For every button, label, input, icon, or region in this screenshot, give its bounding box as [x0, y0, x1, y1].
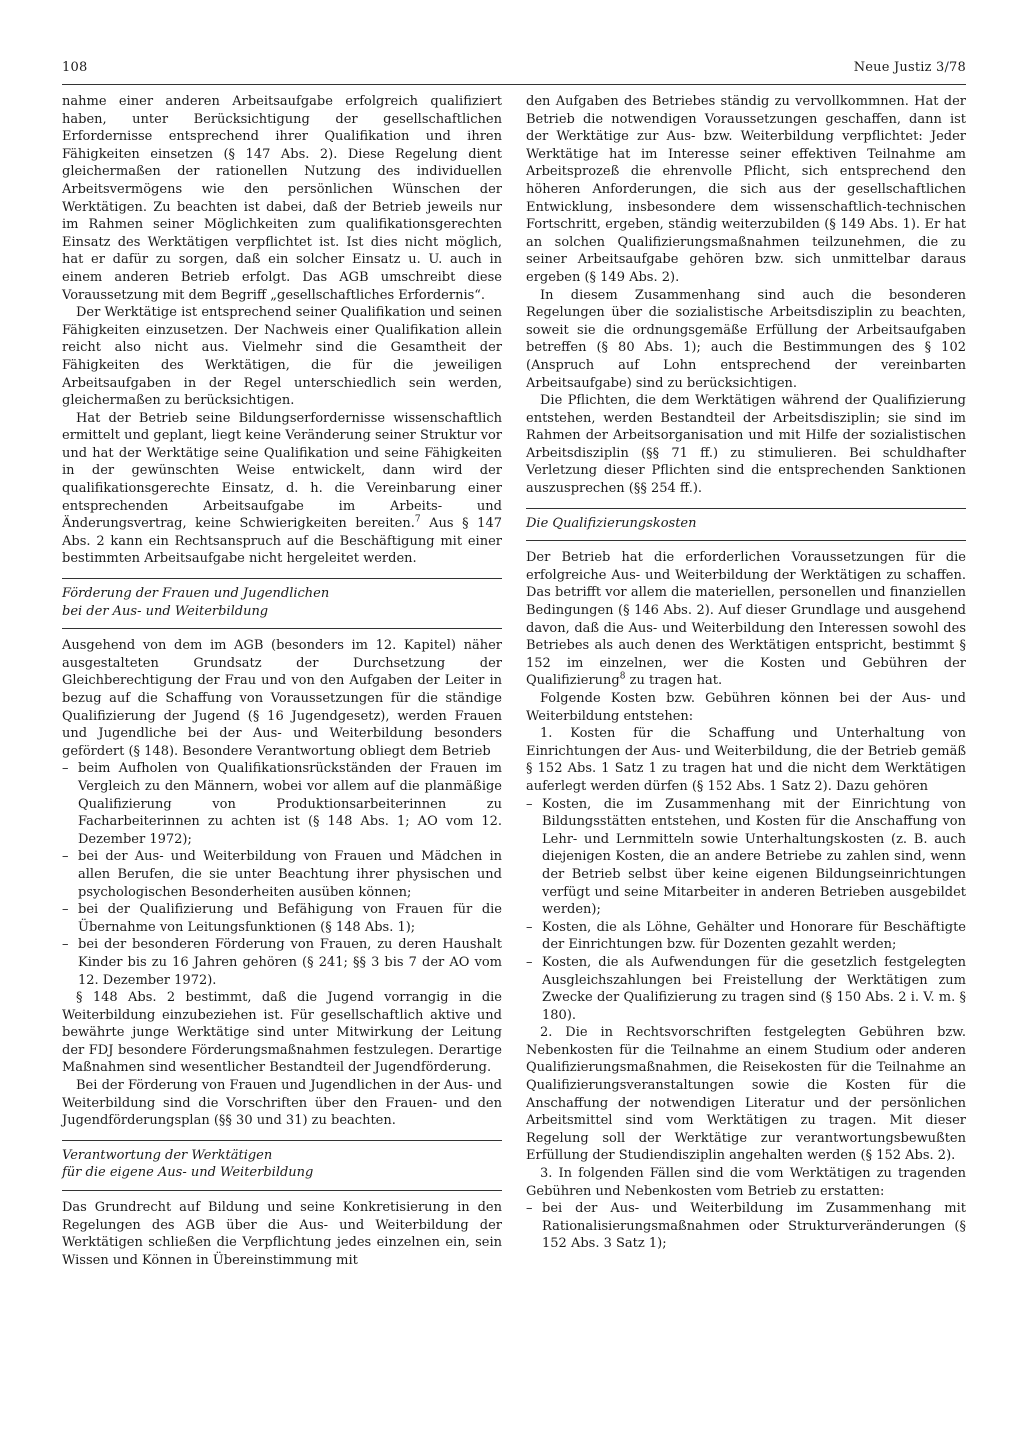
page-number: 108	[62, 60, 88, 75]
left-column	[62, 93, 502, 1269]
section-heading	[526, 508, 966, 542]
right-column	[526, 93, 966, 1269]
paragraph: Hat der Betrieb seine Bildungserfordernisse wissenschaftlich ermittelt und geplant, liegt keine Veränderung seiner Struktur vor und hat der Werktätige seine Qualifikation und seine Fähigkeiten in der gewünschten Weise entwickelt, dann wird der qualifikationsgerechte Einsatz, d. h. die Vereinbarung einer entsprechenden Arbeitsaufgabe im Arbeits- und Änderungsvertrag, keine Schwierigkeiten bereiten.$^7$ Aus § 147 Abs. 2 kann ein Rechtsanspruch auf die Beschäftigung mit einer bestimmten Arbeitsaufgabe nicht hergeleitet werden.	[62, 410, 502, 567]
journal-issue: Neue Justiz 3/78	[853, 60, 966, 75]
list-item: – bei der Aus- und Weiterbildung von Frauen und Mädchen in allen Berufen, die sie unter Beachtung ihrer physischen und psychologischen Besonderheiten ausüben können;	[62, 848, 502, 901]
footnote-ref: 7	[414, 514, 421, 525]
paragraph: Das Grundrecht auf Bildung und seine Konkretisierung in den Regelungen des AGB über die Aus- und Weiterbildung der Werktätigen schließen die Verpflichtung jedes einzelnen ein, sein Wissen und Können in Übereinstimmung mit	[62, 1200, 502, 1268]
paragraph: Folgende Kosten bzw. Gebühren können bei der Aus- und Weiterbildung entstehen:	[526, 691, 966, 724]
section-heading-line: Verantwortung der Werktätigen	[62, 1147, 273, 1163]
section-heading	[62, 578, 502, 629]
paragraph: Der Werktätige ist entsprechend seiner Qualifikation und seinen Fähigkeiten einzusetzen. Der Nachweis einer Qualifikation allein reicht also nicht aus. Vielmehr sind die Gesamtheit der Fähigkeiten des Werktätigen, die für die jeweiligen Arbeitsaufgaben in der Regel unterschiedlich sein werden, gleichermaßen zu berücksichtigen.	[62, 305, 502, 409]
list-item: – beim Aufholen von Qualifikationsrückständen der Frauen im Vergleich zu den Männern, wobei vor allem auf die planmäßige Qualifizierung von Produktionsarbeiterinnen zu Facharbeiterinnen zu achten ist (§ 148 Abs. 1; AO vom 12. Dezember 1972);	[62, 760, 502, 848]
paragraph: In diesem Zusammenhang sind auch die besonderen Regelungen über die sozialistische Arbeitsdisziplin zu beachten, soweit sie die ordnungsgemäße Erfüllung der Arbeitsaufgaben betreffen (§ 80 Abs. 1); auch die Bestimmungen des § 102 (Anspruch auf Lohn entsprechend der vereinbarten Arbeitsaufgabe) sind zu berücksichtigen.	[526, 287, 966, 391]
list-item: – bei der Qualifizierung und Befähigung von Frauen für die Übernahme von Leitungsfunktionen (§ 148 Abs. 1);	[62, 901, 502, 936]
paragraph: Der Betrieb hat die erforderlichen Voraussetzungen für die erfolgreiche Aus- und Weiterbildung der Werktätigen zu schaffen. Das betrifft vor allem die materiellen, personellen und finanziellen Bedingungen (§ 146 Abs. 2). Auf dieser Grundlage und ausgehend davon, daß die Aus- und Weiterbildung den Interessen sowohl des Betriebes als auch denen des Werktätigen entspricht, bestimmt § 152 im einzelnen, wer die Kosten und Gebühren der Qualifizierung$^8$ zu tragen hat.	[526, 550, 966, 689]
paragraph: Bei der Förderung von Frauen und Jugendlichen in der Aus- und Weiterbildung sind die Vorschriften über den Frauen- und den Jugendförderungsplan (§§ 30 und 31) zu beachten.	[62, 1078, 502, 1129]
dash-list	[526, 1200, 966, 1253]
section-heading-line: Förderung der Frauen und Jugendlichen	[62, 586, 330, 602]
section-heading	[62, 1140, 502, 1191]
dash-list	[62, 760, 502, 989]
paragraph: 1. Kosten für die Schaffung und Unterhaltung von Einrichtungen der Aus- und Weiterbildung, die der Betrieb gemäß § 152 Abs. 1 Satz 1 zu tragen hat und die nicht dem Werktätigen auferlegt werden dürfen (§ 152 Abs. 1 Satz 2). Dazu gehören	[526, 726, 966, 794]
section-heading-line: Die Qualifizierungskosten	[526, 515, 697, 531]
paragraph: den Aufgaben des Betriebes ständig zu vervollkommnen. Hat der Betrieb die notwendigen Voraussetzungen geschaffen, dann ist der Werktätige zur Aus- bzw. Weiterbildung verpflichtet: Jeder Werktätige hat im Interesse seiner effektiven Teilnahme am Arbeitsprozeß die ehrenvolle Pflicht, sich entsprechend den höheren Anforderungen, die sich aus der gesellschaftlichen Entwicklung, insbesondere dem wissenschaftlich-technischen Fortschritt, ergeben, ständig weiterzubilden (§ 149 Abs. 1). Er hat an solchen Qualifizierungsmaßnahmen teilzunehmen, die zu seiner Arbeitsaufgabe gehören bzw. sich unmittelbar daraus ergeben (§ 149 Abs. 2).	[526, 94, 966, 285]
paragraph: Die Pflichten, die dem Werktätigen während der Qualifizierung entstehen, werden Bestandteil der Arbeitsdisziplin; sie sind im Rahmen der Arbeitsorganisation und mit Hilfe der sozialistischen Arbeitsdisziplin (§§ 71 ff.) zu stimulieren. Bei schuldhafter Verletzung dieser Pflichten sind die entsprechenden Sanktionen auszusprechen (§§ 254 ff.).	[526, 393, 966, 497]
text-columns	[62, 93, 966, 1269]
paragraph: nahme einer anderen Arbeitsaufgabe erfolgreich qualifiziert haben, unter Berücksichtigung der gesellschaftlichen Erfordernisse entsprechend ihrer Qualifikation und ihren Fähigkeiten einsetzen (§ 147 Abs. 2). Diese Regelung dient gleichermaßen der rationellen Nutzung des individuellen Arbeitsvermögens wie den persönlichen Wünschen der Werktätigen. Zu beachten ist dabei, daß der Betrieb jeweils nur im Rahmen seiner Möglichkeiten zum qualifikationsgerechten Einsatz des Werktätigen verpflichtet ist. Ist dies nicht möglich, hat er dafür zu sorgen, daß ein solcher Einsatz u. U. auch in einem anderen Betrieb erfolgt. Das AGB umschreibt diese Voraussetzung mit dem Begriff „gesellschaftliches Erfordernis“.	[62, 94, 502, 303]
paragraph: 2. Die in Rechtsvorschriften festgelegten Gebühren bzw. Nebenkosten für die Teilnahme an einem Studium oder anderen Qualifizierungsmaßnahmen, die Reisekosten für die Teilnahme an Qualifizierungsveranstaltungen sowie die Kosten für die Anschaffung der notwendigen Literatur und der persönlichen Arbeitsmittel sind vom Werktätigen zu tragen. Mit dieser Regelung soll der Werktätige zur verantwortungsbewußten Erfüllung der Studiendisziplin angehalten werden (§ 152 Abs. 2).	[526, 1025, 966, 1164]
page-header	[62, 60, 966, 85]
dash-list	[526, 796, 966, 1025]
paragraph: 3. In folgenden Fällen sind die vom Werktätigen zu tragenden Gebühren und Nebenkosten vom Betrieb zu erstatten:	[526, 1166, 966, 1199]
list-item: – Kosten, die als Aufwendungen für die gesetzlich festgelegten Ausgleichszahlungen bei Freistellung der Werktätigen zum Zwecke der Qualifizierung zu tragen sind (§ 150 Abs. 2 i. V. m. § 180).	[526, 954, 966, 1024]
list-item: – bei der Aus- und Weiterbildung im Zusammenhang mit Rationalisierungsmaßnahmen oder Strukturveränderungen (§ 152 Abs. 3 Satz 1);	[526, 1200, 966, 1253]
paragraph: § 148 Abs. 2 bestimmt, daß die Jugend vorrangig in die Weiterbildung einzubeziehen ist. Für gesellschaftlich aktive und bewährte junge Werktätige sind unter Mitwirkung der Leitung der FDJ besondere Förderungsmaßnahmen festzulegen. Derartige Maßnahmen sind wesentlicher Bestandteil der Jugendförderung.	[62, 990, 502, 1076]
section-heading-line: bei der Aus- und Weiterbildung	[62, 603, 269, 619]
paragraph: Ausgehend von dem im AGB (besonders im 12. Kapitel) näher ausgestalteten Grundsatz der Durchsetzung der Gleichberechtigung der Frau und von den Aufgaben der Leiter in bezug auf die Schaffung von Voraussetzungen für die ständige Qualifizierung der Jugend (§ 16 Jugendgesetz), werden Frauen und Jugendliche bei der Aus- und Weiterbildung besonders gefördert (§ 148). Besondere Verantwortung obliegt dem Betrieb	[62, 638, 502, 759]
list-item: – Kosten, die im Zusammenhang mit der Einrichtung von Bildungsstätten entstehen, und Kosten für die Anschaffung von Lehr- und Lernmitteln sowie Unterhaltungskosten (z. B. auch diejenigen Kosten, die an andere Betriebe zu zahlen sind, wenn der Betrieb selbst über keine eigenen Bildungseinrichtungen verfügt und seine Mitarbeiter in anderen Betrieben ausgebildet werden);	[526, 796, 966, 919]
list-item: – Kosten, die als Löhne, Gehälter und Honorare für Beschäftigte der Einrichtungen bzw. für Dozenten gezahlt werden;	[526, 919, 966, 954]
footnote-ref: 8	[619, 672, 626, 683]
list-item: – bei der besonderen Förderung von Frauen, zu deren Haushalt Kinder bis zu 16 Jahren gehören (§ 241; §§ 3 bis 7 der AO vom 12. Dezember 1972).	[62, 936, 502, 989]
section-heading-line: für die eigene Aus- und Weiterbildung	[62, 1165, 314, 1181]
